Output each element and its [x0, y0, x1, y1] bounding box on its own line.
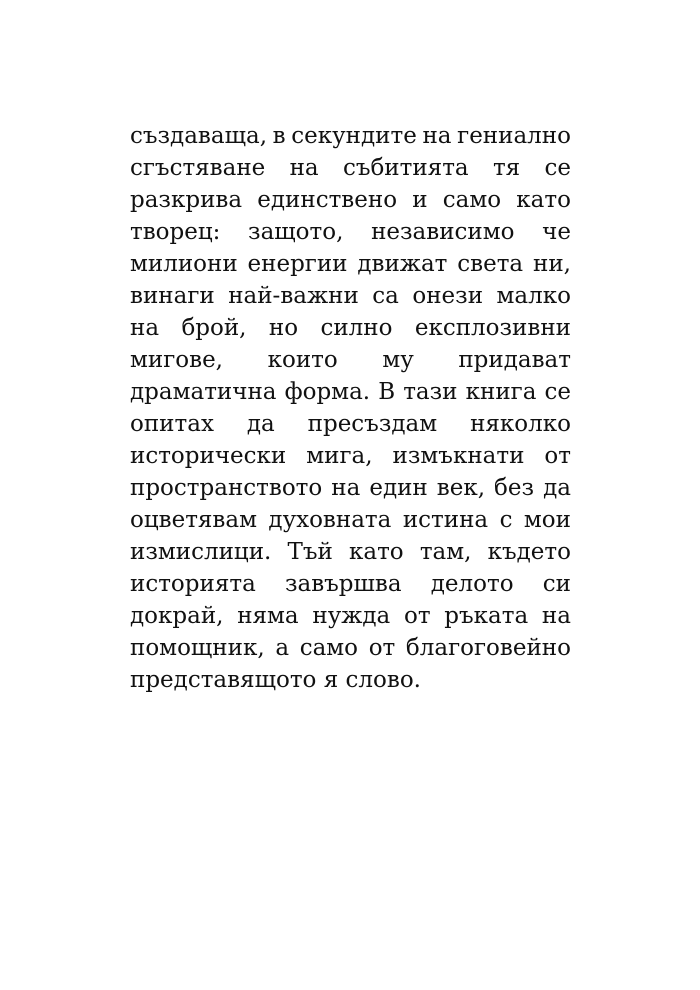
body-paragraph: [130, 120, 571, 696]
word: енергии: [247, 251, 348, 277]
word: мои: [523, 507, 571, 533]
word: да: [246, 411, 275, 437]
word: че: [542, 219, 571, 245]
word: са: [372, 283, 399, 309]
text-line: [130, 120, 571, 152]
text-line: [130, 632, 571, 664]
word: драматична: [130, 379, 277, 405]
word: и: [412, 187, 428, 213]
word: ръката: [444, 603, 529, 629]
word: но: [268, 315, 299, 341]
word: пространството: [130, 475, 323, 501]
word: век,: [436, 475, 486, 501]
word: движат: [357, 251, 448, 277]
word: ни,: [532, 251, 571, 277]
word: измислици.: [130, 539, 272, 565]
text-line: [130, 312, 571, 344]
word: мига,: [306, 443, 373, 469]
word: от: [403, 603, 431, 629]
word: света: [457, 251, 524, 277]
word: придават: [458, 347, 571, 373]
text-line: [130, 216, 571, 248]
word: духовната: [268, 507, 392, 533]
word: делото: [430, 571, 514, 597]
word: на: [289, 155, 319, 181]
word: измъкнати: [392, 443, 525, 469]
word: на: [331, 475, 361, 501]
word: тя: [492, 155, 521, 181]
word: от: [368, 635, 396, 661]
text-line: [130, 408, 571, 440]
word: малко: [496, 283, 571, 309]
word: на: [422, 123, 452, 149]
word: от: [544, 443, 571, 469]
word: събитията: [342, 155, 469, 181]
text-line: [130, 472, 571, 504]
word: там,: [419, 539, 472, 565]
word: историята: [130, 571, 256, 597]
word: се: [544, 379, 571, 405]
word: винаги: [130, 283, 215, 309]
word: завършва: [284, 571, 402, 597]
word: докрай,: [130, 603, 224, 629]
word: само: [442, 187, 502, 213]
word: които: [267, 347, 338, 373]
text-line: [130, 504, 571, 536]
word: истина: [402, 507, 489, 533]
word: пресъздам: [307, 411, 438, 437]
word: като: [348, 539, 404, 565]
word: в: [272, 123, 286, 149]
text-line: [130, 376, 571, 408]
word: най-важни: [228, 283, 359, 309]
word: брой,: [181, 315, 247, 341]
word: с: [499, 507, 513, 533]
word: независимо: [371, 219, 515, 245]
word: исторически: [130, 443, 287, 469]
word: книга: [465, 379, 537, 405]
word: защото,: [248, 219, 344, 245]
text-line: представящото я слово.: [130, 667, 421, 693]
word: разкрива: [130, 187, 243, 213]
word: помощник,: [130, 635, 265, 661]
word: силно: [320, 315, 393, 341]
word: секундите: [291, 123, 417, 149]
word: да: [543, 475, 571, 501]
word: творец:: [130, 219, 221, 245]
word: онези: [412, 283, 484, 309]
word: форма.: [284, 379, 371, 405]
text-line: [130, 280, 571, 312]
word: му: [382, 347, 414, 373]
text-line: [130, 600, 571, 632]
word: на: [130, 315, 160, 341]
word: тази: [403, 379, 458, 405]
word: В: [378, 379, 396, 405]
word: на: [541, 603, 571, 629]
word: експлозивни: [414, 315, 571, 341]
text-line: [130, 248, 571, 280]
word: създаваща,: [130, 123, 268, 149]
word: един: [369, 475, 428, 501]
word: където: [487, 539, 571, 565]
word: няма: [237, 603, 299, 629]
text-line: [130, 440, 571, 472]
word: се: [544, 155, 571, 181]
word: гениално: [457, 123, 571, 149]
word: мигове,: [130, 347, 223, 373]
word: си: [542, 571, 571, 597]
word: сгъстяване: [130, 155, 266, 181]
text-line: [130, 344, 571, 376]
word: само: [299, 635, 359, 661]
word: като: [516, 187, 571, 213]
word: Тъй: [287, 539, 333, 565]
word: няколко: [470, 411, 571, 437]
word: без: [494, 475, 535, 501]
text-line: [130, 536, 571, 568]
text-line: [130, 152, 571, 184]
word: нужда: [312, 603, 391, 629]
word: опитах: [130, 411, 214, 437]
text-line: [130, 568, 571, 600]
word: единствено: [257, 187, 398, 213]
text-line: [130, 184, 571, 216]
word: благоговейно: [405, 635, 571, 661]
word: оцветявам: [130, 507, 257, 533]
word: а: [275, 635, 290, 661]
word: милиони: [130, 251, 238, 277]
